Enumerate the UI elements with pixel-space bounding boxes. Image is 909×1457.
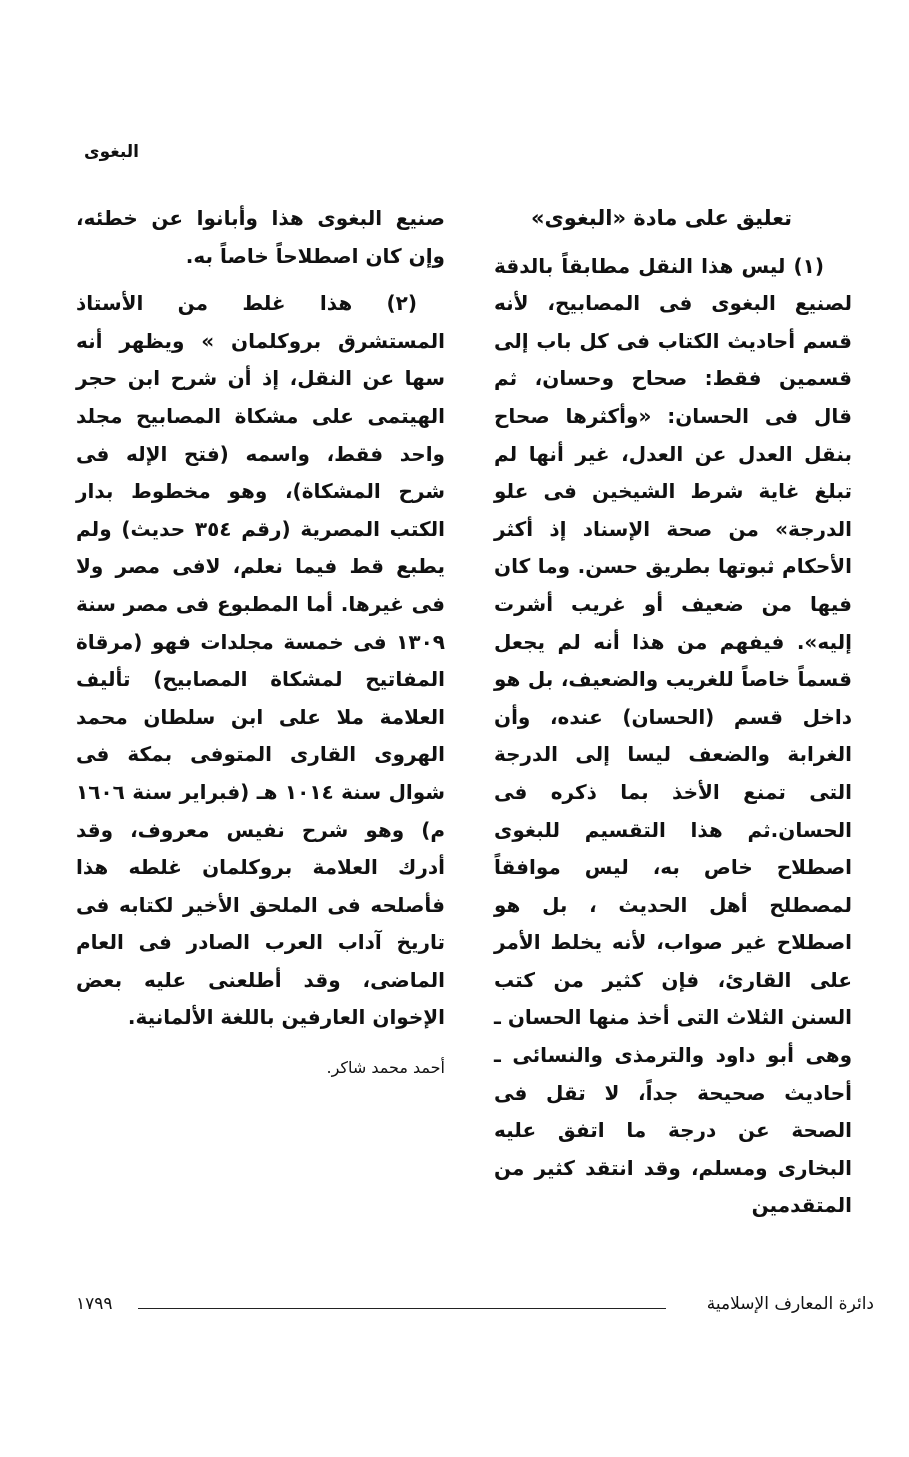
page-number: ١٧٩٩ [76,1294,113,1314]
right-column [494,200,852,1225]
page-footer [76,1290,874,1320]
note-1-paragraph: (١) ليس هذا النقل مطابقاً بالدقة لصنيع البغوى فى المصابيح، لأنه قسم أحاديث الكتاب فى كل باب إلى قسمين فقط: صحاح وحسان، ثم قال فى الحسان: «وأكثرها صحاح بنقل العدل عن العدل، غير أنها لم تبلغ غاية شرط الشيخين فى علو الدرجة» من صحة الإسناد إذ أكثر الأحكام ثبوتها بطريق حسن. وما كان فيها من ضعيف أو غريب أشرت إليه». فيفهم من هذا أنه لم يجعل قسماً خاصاً للغريب والضعيف، بل هو داخل قسم (الحسان) عنده، وأن الغرابة والضعف ليسا إلى الدرجة التى تمنع الأخذ بما ذكره فى الحسان.ثم هذا التقسيم للبغوى اصطلاح خاص به، ليس موافقاً لمصطلح أهل الحديث ، بل هو اصطلاح غير صواب، لأنه يخلط الأمر على القارئ، فإن كثير من كتب السنن الثلاث التى أخذ منها الحسان ـ وهى أبو داود والترمذى والنسائى ـ أحاديث صحيحة جداً، لا تقل فى الصحة عن درجة ما اتفق عليه البخارى ومسلم، وقد انتقد كثير من المتقدمين [494,253,852,1218]
note-2-paragraph: (٢) هذا غلط من الأستاذ المستشرق بروكلمان » ويظهر أنه سها عن النقل، إذ أن شرح ابن حجر الهيتمى على مشكاة المصابيح مجلد واحد فقط، واسمه (فتح الإله فى شرح المشكاة)، وهو مخطوط بدار الكتب المصرية (رقم ٣٥٤ حديث) ولم يطبع قط فيما نعلم، لافى مصر ولا فى غيرها. أما المطبوع فى مصر سنة ١٣٠٩ فى خمسة مجلدات فهو (مرقاة المفاتيح لمشكاة المصابيح) تأليف العلامة ملا على ابن سلطان محمد الهروى القارى المتوفى بمكة فى شوال سنة ١٠١٤ هـ (فبراير سنة ١٦٠٦ م) وهو شرح نفيس معروف، وقد أدرك العلامة بروكلمان غلطه هذا فأصلحه فى الملحق الأخير لكتابه فى تاريخ آداب العرب الصادر فى العام الماضى، وقد أطلعنى عليه بعض الإخوان العارفين باللغة الألمانية. [76,291,446,1030]
author-signature: أحمد محمد شاكر. [326,1058,445,1078]
left-column [76,200,445,1087]
note-1-continuation: صنيع البغوى هذا وأبانوا عن خطئه، وإن كان اصطلاحاً خاصاً به. [76,206,445,268]
footer-rule [138,1308,666,1309]
footer-title: دائرة المعارف الإسلامية [706,1294,874,1314]
running-head: البغوى [84,142,139,162]
section-heading: تعليق على مادة «البغوى» [530,206,792,230]
